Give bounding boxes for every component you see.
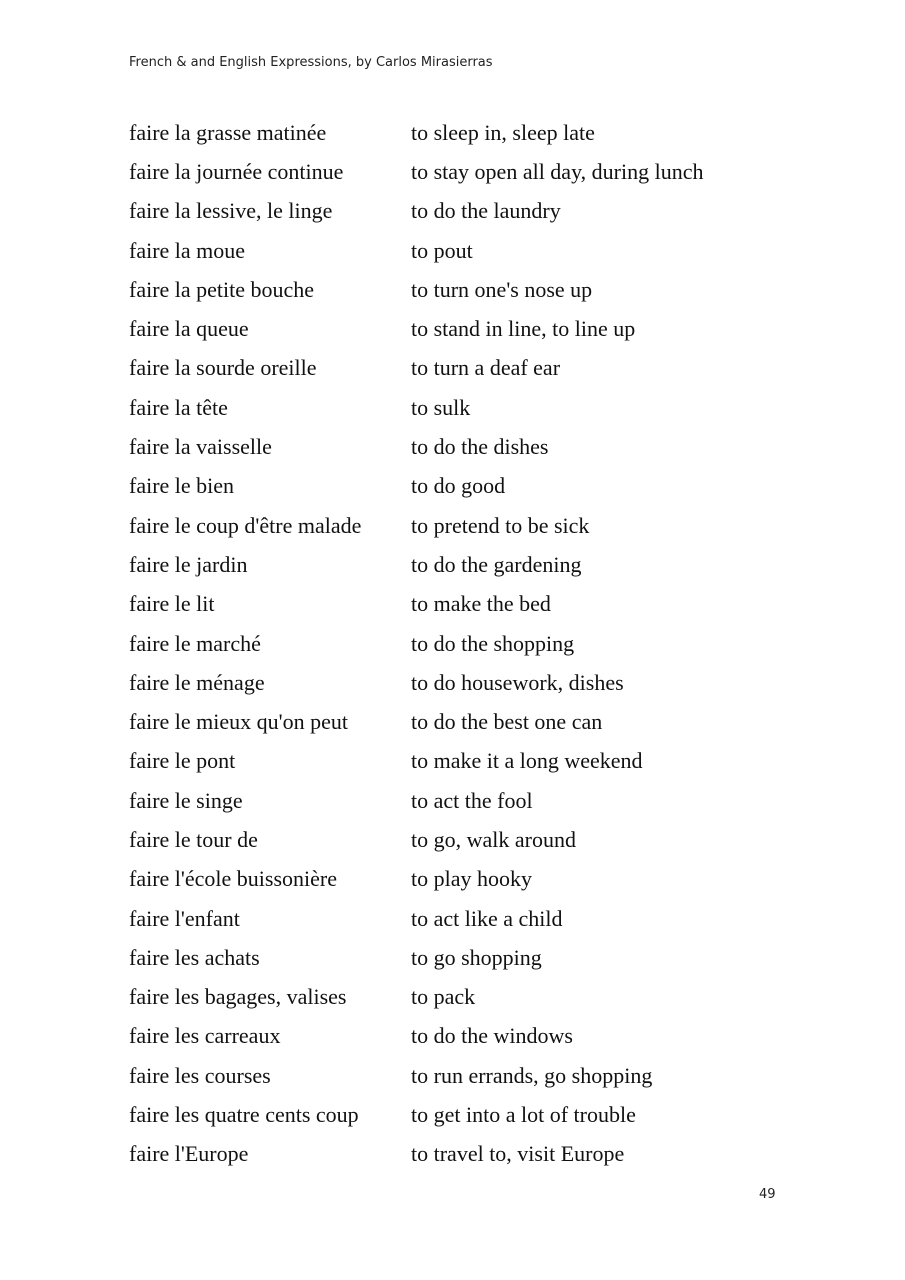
english-translation: to do the shopping xyxy=(411,630,575,656)
english-translation: to play hooky xyxy=(411,866,532,892)
english-translation: to go, walk around xyxy=(411,826,576,852)
running-header: French & and English Expressions, by Carlos Mirasierras xyxy=(129,55,493,70)
english-translation: to do the best one can xyxy=(411,709,603,735)
french-expression: faire le pont xyxy=(129,748,236,774)
expression-row xyxy=(129,781,809,820)
french-expression: faire la lessive, le linge xyxy=(129,198,333,224)
french-expression: faire les courses xyxy=(129,1062,271,1088)
french-expression: faire le ménage xyxy=(129,669,265,695)
english-translation: to do the windows xyxy=(411,1023,573,1049)
french-expression: faire le mieux qu'on peut xyxy=(129,709,349,735)
english-translation: to sleep in, sleep late xyxy=(411,119,595,145)
english-translation: to go shopping xyxy=(411,944,542,970)
english-translation: to make the bed xyxy=(411,591,551,617)
expression-row xyxy=(129,113,809,152)
english-translation: to sulk xyxy=(411,394,471,420)
english-translation: to pack xyxy=(411,984,476,1010)
french-expression: faire le coup d'être malade xyxy=(129,512,362,538)
english-translation: to stand in line, to line up xyxy=(411,316,636,342)
expression-row xyxy=(129,270,809,309)
expression-row xyxy=(129,624,809,663)
english-translation: to get into a lot of trouble xyxy=(411,1102,636,1128)
english-translation: to do housework, dishes xyxy=(411,669,624,695)
french-expression: faire le jardin xyxy=(129,551,248,577)
expression-row xyxy=(129,585,809,624)
expression-row xyxy=(129,349,809,388)
expression-row xyxy=(129,820,809,859)
french-expression: faire les quatre cents coup xyxy=(129,1102,359,1128)
expression-row xyxy=(129,899,809,938)
english-translation: to act like a child xyxy=(411,905,563,931)
english-translation: to do the gardening xyxy=(411,551,582,577)
expression-row xyxy=(129,1095,809,1134)
expression-row xyxy=(129,388,809,427)
expression-row xyxy=(129,702,809,741)
french-expression: faire la moue xyxy=(129,237,246,263)
english-translation: to pout xyxy=(411,237,473,263)
french-expression: faire le marché xyxy=(129,630,261,656)
english-translation: to turn one's nose up xyxy=(411,276,593,302)
english-translation: to act the fool xyxy=(411,787,533,813)
french-expression: faire le tour de xyxy=(129,826,258,852)
french-expression: faire les achats xyxy=(129,944,260,970)
english-translation: to do good xyxy=(411,473,506,499)
french-expression: faire la petite bouche xyxy=(129,276,315,302)
english-translation: to do the laundry xyxy=(411,198,561,224)
french-expression: faire la journée continue xyxy=(129,158,344,184)
french-expression: faire le lit xyxy=(129,591,215,617)
expression-row xyxy=(129,467,809,506)
expression-row xyxy=(129,152,809,191)
english-translation: to make it a long weekend xyxy=(411,748,643,774)
english-translation: to travel to, visit Europe xyxy=(411,1141,625,1167)
page-number: 49 xyxy=(759,1187,776,1202)
expression-row xyxy=(129,1017,809,1056)
french-expression: faire l'enfant xyxy=(129,905,240,931)
french-expression: faire la tête xyxy=(129,394,228,420)
french-expression: faire l'école buissonière xyxy=(129,866,337,892)
expression-row xyxy=(129,1135,809,1174)
expression-row xyxy=(129,663,809,702)
french-expression: faire les bagages, valises xyxy=(129,984,347,1010)
french-expression: faire les carreaux xyxy=(129,1023,281,1049)
expression-row xyxy=(129,545,809,584)
expression-row xyxy=(129,231,809,270)
english-translation: to stay open all day, during lunch xyxy=(411,158,704,184)
expression-row xyxy=(129,192,809,231)
french-expression: faire la queue xyxy=(129,316,249,342)
expression-row xyxy=(129,938,809,977)
french-expression: faire la sourde oreille xyxy=(129,355,317,381)
expression-row xyxy=(129,1056,809,1095)
english-translation: to pretend to be sick xyxy=(411,512,590,538)
english-translation: to do the dishes xyxy=(411,434,549,460)
expression-row xyxy=(129,427,809,466)
french-expression: faire la vaisselle xyxy=(129,434,272,460)
french-expression: faire la grasse matinée xyxy=(129,119,327,145)
french-expression: faire le singe xyxy=(129,787,243,813)
english-translation: to run errands, go shopping xyxy=(411,1062,653,1088)
expression-row xyxy=(129,309,809,348)
french-expression: faire l'Europe xyxy=(129,1141,249,1167)
expression-row xyxy=(129,860,809,899)
expression-row xyxy=(129,742,809,781)
expression-list xyxy=(129,113,809,1174)
french-expression: faire le bien xyxy=(129,473,235,499)
english-translation: to turn a deaf ear xyxy=(411,355,561,381)
expression-row xyxy=(129,506,809,545)
expression-row xyxy=(129,978,809,1017)
